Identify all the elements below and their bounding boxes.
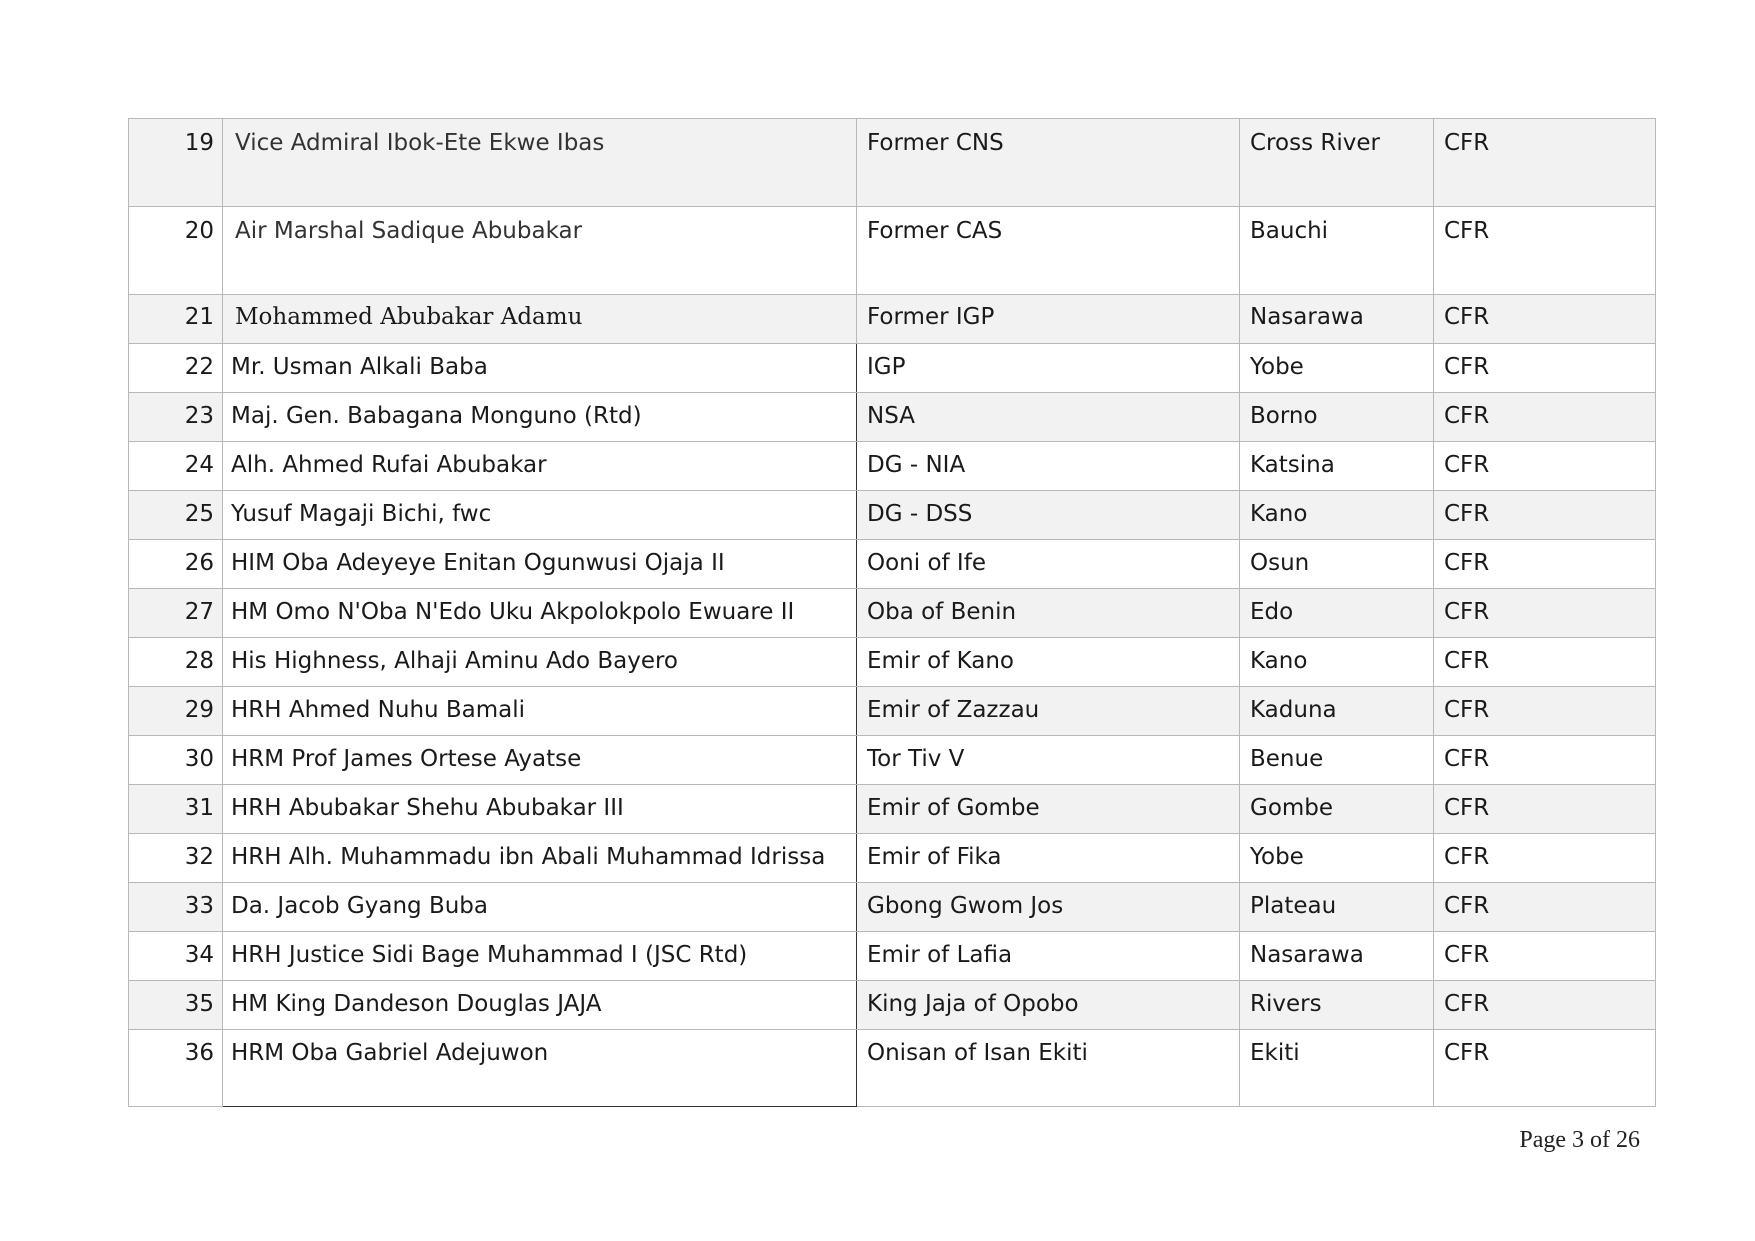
state-of-origin: Katsina <box>1240 442 1434 491</box>
row-number: 26 <box>129 540 223 589</box>
row-number: 21 <box>129 295 223 344</box>
award-code: CFR <box>1434 932 1656 981</box>
row-number: 27 <box>129 589 223 638</box>
table-row <box>129 491 1656 540</box>
award-code: CFR <box>1434 589 1656 638</box>
honouree-name: HRH Justice Sidi Bage Muhammad I (JSC Rtd) <box>223 932 857 981</box>
honouree-name: Vice Admiral Ibok-Ete Ekwe Ibas <box>223 119 857 207</box>
state-of-origin: Yobe <box>1240 344 1434 393</box>
office-title: Emir of Lafia <box>857 932 1240 981</box>
row-number: 29 <box>129 687 223 736</box>
table-row <box>129 834 1656 883</box>
award-code: CFR <box>1434 207 1656 295</box>
table-row <box>129 442 1656 491</box>
award-code: CFR <box>1434 1030 1656 1107</box>
row-number: 20 <box>129 207 223 295</box>
state-of-origin: Yobe <box>1240 834 1434 883</box>
table-row <box>129 207 1656 295</box>
row-number: 33 <box>129 883 223 932</box>
office-title: Ooni of Ife <box>857 540 1240 589</box>
honouree-name: HRH Ahmed Nuhu Bamali <box>223 687 857 736</box>
award-code: CFR <box>1434 393 1656 442</box>
table-row <box>129 785 1656 834</box>
state-of-origin: Borno <box>1240 393 1434 442</box>
row-number: 22 <box>129 344 223 393</box>
row-number: 34 <box>129 932 223 981</box>
award-code: CFR <box>1434 442 1656 491</box>
state-of-origin: Kano <box>1240 638 1434 687</box>
table-row <box>129 932 1656 981</box>
office-title: Onisan of Isan Ekiti <box>857 1030 1240 1107</box>
honouree-name: HRH Alh. Muhammadu ibn Abali Muhammad Idrissa <box>223 834 857 883</box>
table-row <box>129 119 1656 207</box>
honouree-name: His Highness, Alhaji Aminu Ado Bayero <box>223 638 857 687</box>
state-of-origin: Benue <box>1240 736 1434 785</box>
row-number: 31 <box>129 785 223 834</box>
award-code: CFR <box>1434 687 1656 736</box>
honours-table <box>128 118 1656 1107</box>
state-of-origin: Bauchi <box>1240 207 1434 295</box>
row-number: 35 <box>129 981 223 1030</box>
state-of-origin: Cross River <box>1240 119 1434 207</box>
table-row <box>129 393 1656 442</box>
state-of-origin: Ekiti <box>1240 1030 1434 1107</box>
state-of-origin: Gombe <box>1240 785 1434 834</box>
state-of-origin: Edo <box>1240 589 1434 638</box>
honouree-name: Mr. Usman Alkali Baba <box>223 344 857 393</box>
honouree-name: HIM Oba Adeyeye Enitan Ogunwusi Ojaja II <box>223 540 857 589</box>
state-of-origin: Rivers <box>1240 981 1434 1030</box>
award-code: CFR <box>1434 981 1656 1030</box>
table-row <box>129 540 1656 589</box>
table-row <box>129 295 1656 344</box>
state-of-origin: Nasarawa <box>1240 295 1434 344</box>
office-title: Emir of Zazzau <box>857 687 1240 736</box>
row-number: 32 <box>129 834 223 883</box>
office-title: Emir of Gombe <box>857 785 1240 834</box>
row-number: 24 <box>129 442 223 491</box>
honouree-name: Mohammed Abubakar Adamu <box>223 295 857 344</box>
award-code: CFR <box>1434 883 1656 932</box>
office-title: King Jaja of Opobo <box>857 981 1240 1030</box>
office-title: Former CAS <box>857 207 1240 295</box>
honouree-name: HRH Abubakar Shehu Abubakar III <box>223 785 857 834</box>
award-code: CFR <box>1434 491 1656 540</box>
office-title: Tor Tiv V <box>857 736 1240 785</box>
award-code: CFR <box>1434 344 1656 393</box>
honouree-name: Air Marshal Sadique Abubakar <box>223 207 857 295</box>
row-number: 19 <box>129 119 223 207</box>
state-of-origin: Plateau <box>1240 883 1434 932</box>
honours-table-body <box>129 119 1656 1107</box>
table-row <box>129 736 1656 785</box>
table-row <box>129 1030 1656 1107</box>
table-row <box>129 687 1656 736</box>
office-title: Emir of Kano <box>857 638 1240 687</box>
award-code: CFR <box>1434 295 1656 344</box>
office-title: DG - DSS <box>857 491 1240 540</box>
honouree-name: Alh. Ahmed Rufai Abubakar <box>223 442 857 491</box>
award-code: CFR <box>1434 638 1656 687</box>
table-row <box>129 981 1656 1030</box>
office-title: Former CNS <box>857 119 1240 207</box>
row-number: 36 <box>129 1030 223 1107</box>
honouree-name: HM King Dandeson Douglas JAJA <box>223 981 857 1030</box>
state-of-origin: Osun <box>1240 540 1434 589</box>
award-code: CFR <box>1434 540 1656 589</box>
table-row <box>129 883 1656 932</box>
award-code: CFR <box>1434 119 1656 207</box>
table-row <box>129 589 1656 638</box>
honouree-name: HRM Oba Gabriel Adejuwon <box>223 1030 857 1107</box>
row-number: 28 <box>129 638 223 687</box>
award-code: CFR <box>1434 834 1656 883</box>
honouree-name: Yusuf Magaji Bichi, fwc <box>223 491 857 540</box>
page-number: Page 3 of 26 <box>1519 1127 1640 1153</box>
state-of-origin: Nasarawa <box>1240 932 1434 981</box>
office-title: Gbong Gwom Jos <box>857 883 1240 932</box>
award-code: CFR <box>1434 736 1656 785</box>
state-of-origin: Kaduna <box>1240 687 1434 736</box>
office-title: Emir of Fika <box>857 834 1240 883</box>
row-number: 23 <box>129 393 223 442</box>
honouree-name: HM Omo N'Oba N'Edo Uku Akpolokpolo Ewuare II <box>223 589 857 638</box>
office-title: Former IGP <box>857 295 1240 344</box>
award-code: CFR <box>1434 785 1656 834</box>
state-of-origin: Kano <box>1240 491 1434 540</box>
office-title: DG - NIA <box>857 442 1240 491</box>
table-row <box>129 638 1656 687</box>
row-number: 25 <box>129 491 223 540</box>
row-number: 30 <box>129 736 223 785</box>
honouree-name: HRM Prof James Ortese Ayatse <box>223 736 857 785</box>
office-title: IGP <box>857 344 1240 393</box>
table-row <box>129 344 1656 393</box>
honouree-name: Maj. Gen. Babagana Monguno (Rtd) <box>223 393 857 442</box>
office-title: NSA <box>857 393 1240 442</box>
office-title: Oba of Benin <box>857 589 1240 638</box>
honouree-name: Da. Jacob Gyang Buba <box>223 883 857 932</box>
